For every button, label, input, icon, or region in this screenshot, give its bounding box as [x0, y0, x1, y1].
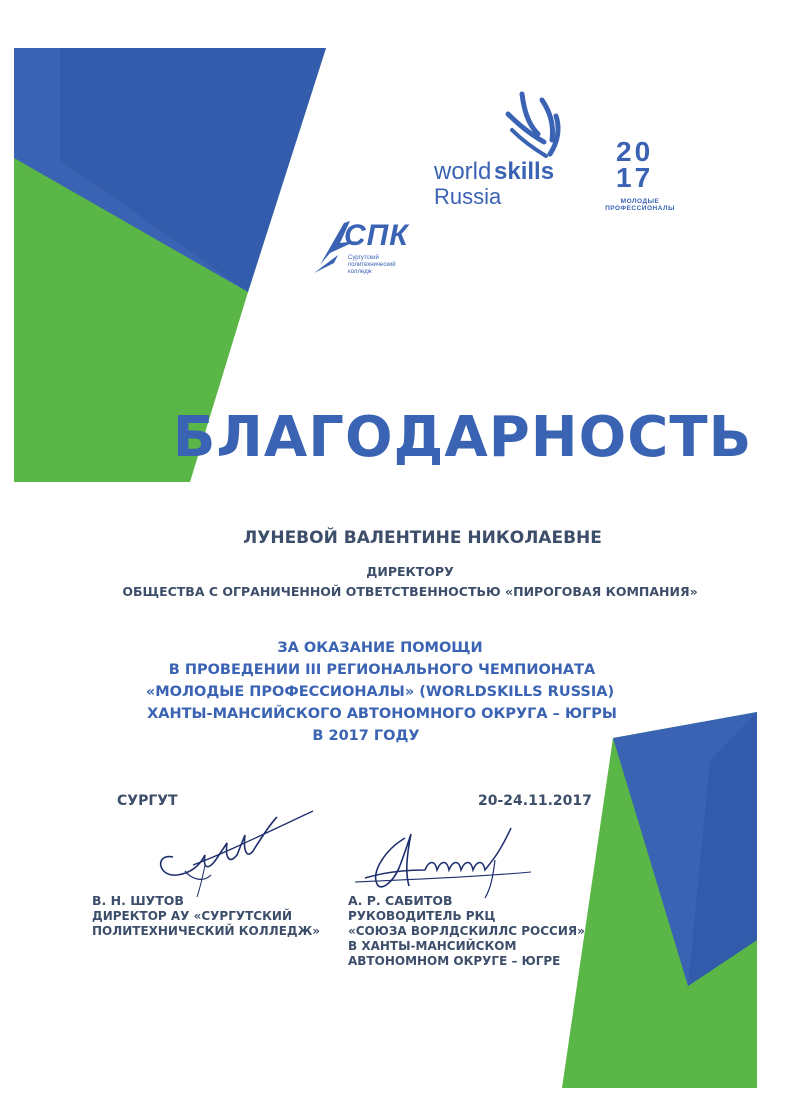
- left-signature: [145, 805, 315, 900]
- spk-logo: [310, 215, 430, 280]
- spk-line-1: Сургутский: [348, 255, 379, 261]
- molodye-year-top: 20: [616, 136, 654, 167]
- spk-line-3: колледж: [348, 269, 372, 275]
- event-dates: 20-24.11.2017: [478, 793, 592, 809]
- reason-line-1: ЗА ОКАЗАНИЕ ПОМОЩИ: [277, 640, 483, 656]
- city-label: СУРГУТ: [117, 793, 178, 809]
- left-signatory-name: В. Н. ШУТОВ: [92, 893, 184, 908]
- spk-line-2: политехнический: [348, 262, 396, 268]
- spk-abbr: СПК: [344, 219, 409, 252]
- molodye-year-bottom: 17: [616, 162, 654, 193]
- reason-line-3: «МОЛОДЫЕ ПРОФЕССИОНАЛЫ» (WORLDSKILLS RUSSIA): [145, 684, 615, 700]
- right-signatory-title-3: В ХАНТЫ-МАНСИЙСКОМ: [348, 939, 517, 953]
- right-signatory-name: А. Р. САБИТОВ: [348, 893, 453, 908]
- worldskills-logo: [430, 90, 570, 215]
- left-signatory-title-1: ДИРЕКТОР АУ «СУРГУТСКИЙ: [92, 909, 292, 923]
- molodye-arc-text: МОЛОДЫЕ ПРОФЕССИОНАЛЫ: [605, 198, 675, 212]
- reason-line-2: В ПРОВЕДЕНИИ III РЕГИОНАЛЬНОГО ЧЕМПИОНАТА: [168, 662, 596, 678]
- recipient-company: ОБЩЕСТВА С ОГРАНИЧЕННОЙ ОТВЕТСТВЕННОСТЬЮ «ПИРОГОВАЯ КОМПАНИЯ»: [122, 584, 698, 599]
- right-signatory-title-1: РУКОВОДИТЕЛЬ РКЦ: [348, 909, 496, 923]
- right-signatory-title-4: АВТОНОМНОМ ОКРУГЕ – ЮГРЕ: [348, 954, 561, 968]
- reason-line-5: В 2017 ГОДУ: [312, 728, 420, 744]
- reason-line-4: ХАНТЫ-МАНСИЙСКОГО АВТОНОМНОГО ОКРУГА – ЮГРЫ: [147, 706, 617, 722]
- right-signature: [345, 820, 535, 900]
- certificate-title: БЛАГОДАРНОСТЬ: [172, 405, 753, 470]
- recipient-position: ДИРЕКТОРУ: [366, 564, 454, 579]
- right-signatory-title-2: «СОЮЗА ВОРЛДСКИЛЛС РОССИЯ»: [348, 924, 585, 938]
- recipient-name: ЛУНЕВОЙ ВАЛЕНТИНЕ НИКОЛАЕВНЕ: [243, 528, 602, 548]
- molodye-professionaly-logo: [590, 112, 690, 212]
- worldskills-word-world: world: [434, 158, 492, 185]
- worldskills-word-russia: Russia: [434, 184, 502, 209]
- left-signatory-title-2: ПОЛИТЕХНИЧЕСКИЙ КОЛЛЕДЖ»: [92, 924, 321, 938]
- worldskills-word-skills: skills: [494, 158, 555, 185]
